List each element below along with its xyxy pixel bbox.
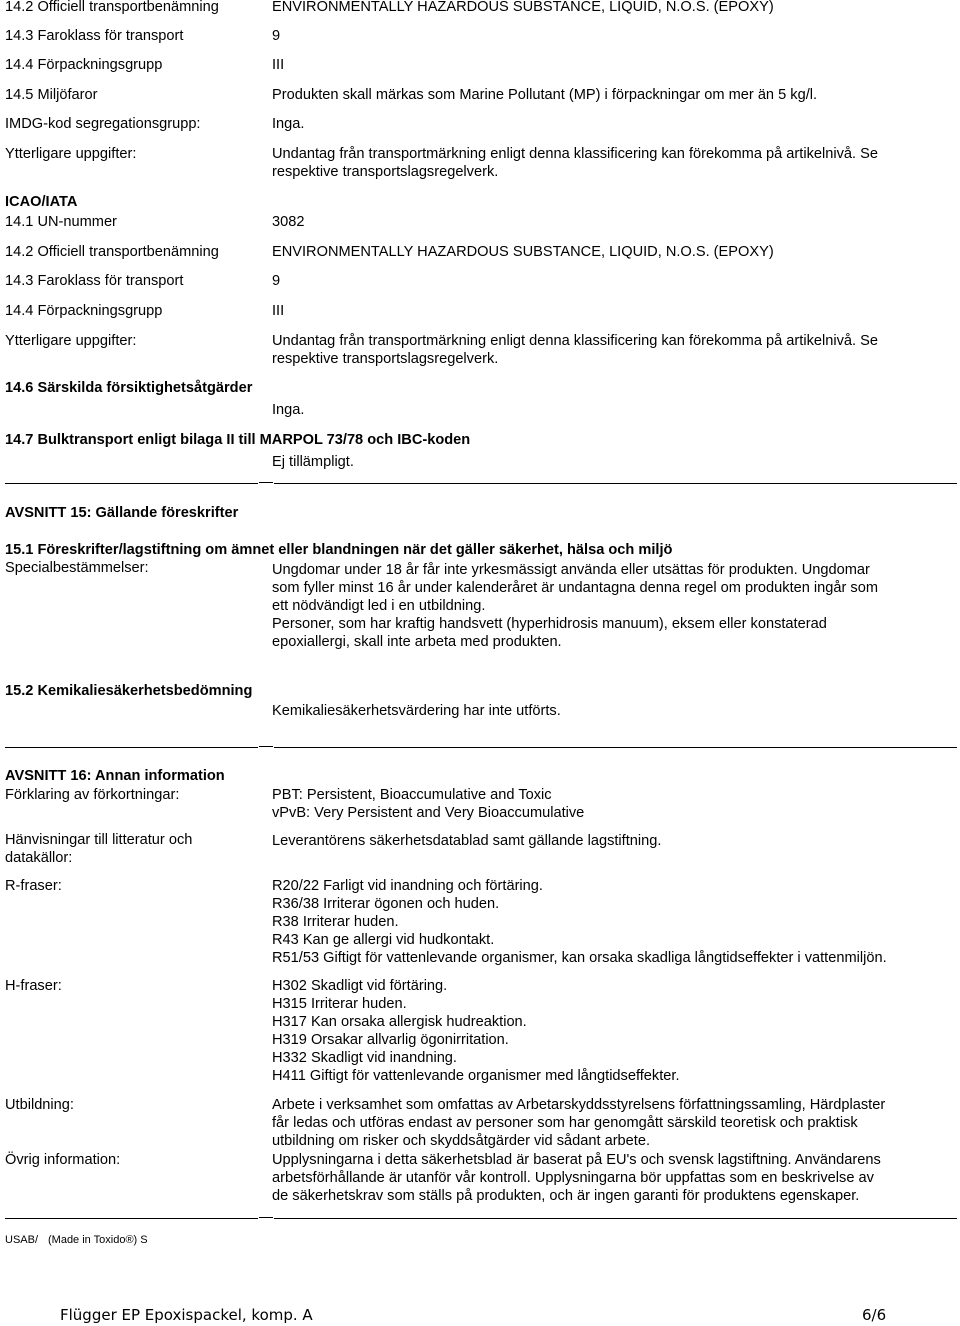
icao-additional-label: Ytterligare uppgifter:	[5, 333, 137, 349]
imdg-packing-label: 14.4 Förpackningsgrupp	[5, 57, 163, 73]
icao-un-label: 14.1 UN-nummer	[5, 214, 117, 230]
references-value: Leverantörens säkerhetsdatablad samt gällande lagstiftning.	[272, 833, 662, 849]
references-label: Hänvisningar till litteratur och	[5, 832, 193, 848]
h-phrase-line: H317 Kan orsaka allergisk hudreaktion.	[272, 1014, 527, 1030]
special-provisions-line: Ungdomar under 18 år får inte yrkesmässigt använda eller utsättas för produkten. Ungdomar	[272, 562, 870, 578]
h-phrase-line: H411 Giftigt för vattenlevande organismer med långtidseffekter.	[272, 1068, 680, 1084]
imdg-class-label: 14.3 Faroklass för transport	[5, 28, 184, 44]
icao-additional-line: Undantag från transportmärkning enligt denna klassificering kan förekomma på artikelnivå. Se	[272, 333, 878, 349]
special-provisions-line: Personer, som har kraftig handsvett (hyperhidrosis manuum), eksem eller konstaterad	[272, 616, 827, 632]
section16-heading: AVSNITT 16: Annan information	[5, 768, 225, 784]
training-line: får ledas och utföras endast av personer som har genomgått särskild teoretisk och praktisk	[272, 1115, 858, 1131]
h-phrase-line: H315 Irriterar huden.	[272, 996, 407, 1012]
s14-7-heading: 14.7 Bulktransport enligt bilaga II till MARPOL 73/78 och IBC-koden	[5, 432, 471, 448]
other-info-label: Övrig information:	[5, 1152, 121, 1168]
icao-class-value: 9	[272, 273, 281, 289]
special-provisions-line: som fyller minst 16 år under kalenderåret är undantagna denna regel om produkten ingår som	[272, 580, 878, 596]
r-phrase-line: R20/22 Farligt vid inandning och förtäring.	[272, 878, 543, 894]
special-provisions-line: epoxiallergi, skall inte arbeta med produkten.	[272, 634, 562, 650]
s15-2-heading: 15.2 Kemikaliesäkerhetsbedömning	[5, 683, 253, 699]
imdg-additional-label: Ytterligare uppgifter:	[5, 146, 137, 162]
special-provisions-label: Specialbestämmelser:	[5, 560, 149, 576]
abbreviation-line: PBT: Persistent, Bioaccumulative and Toxic	[272, 787, 552, 803]
imdg-segregation-value: Inga.	[272, 116, 305, 132]
icao-proper-name-label: 14.2 Officiell transportbenämning	[5, 244, 219, 260]
icao-un-value: 3082	[272, 214, 305, 230]
r-phrase-line: R38 Irriterar huden.	[272, 914, 399, 930]
icao-class-label: 14.3 Faroklass för transport	[5, 273, 184, 289]
r-phrase-line: R36/38 Irriterar ögonen och huden.	[272, 896, 500, 912]
source-note-b: (Made in Toxido®) S	[48, 1234, 148, 1246]
s14-6-value: Inga.	[272, 402, 305, 418]
section-divider	[5, 1218, 957, 1219]
icao-proper-name-value: ENVIRONMENTALLY HAZARDOUS SUBSTANCE, LIQUID, N.O.S. (EPOXY)	[272, 244, 774, 260]
abbreviations-label: Förklaring av förkortningar:	[5, 787, 180, 803]
imdg-segregation-label: IMDG-kod segregationsgrupp:	[5, 116, 201, 132]
s15-2-value: Kemikaliesäkerhetsvärdering har inte utförts.	[272, 703, 561, 719]
other-info-line: Upplysningarna i detta säkerhetsblad är baserat på EU's och svensk lagstiftning. Användarens	[272, 1152, 881, 1168]
icao-heading: ICAO/IATA	[5, 194, 78, 210]
icao-packing-label: 14.4 Förpackningsgrupp	[5, 303, 163, 319]
s14-6-heading: 14.6 Särskilda försiktighetsåtgärder	[5, 380, 253, 396]
section-divider	[5, 483, 957, 484]
footer-product-name: Flügger EP Epoxispackel, komp. A	[60, 1306, 313, 1324]
abbreviation-line: vPvB: Very Persistent and Very Bioaccumulative	[272, 805, 585, 821]
imdg-additional-line: respektive transportslagsregelverk.	[272, 164, 499, 180]
imdg-proper-name-label: 14.2 Officiell transportbenämning	[5, 0, 219, 15]
icao-packing-value: III	[272, 303, 285, 319]
footer-page-number: 6/6	[862, 1306, 887, 1324]
section-divider	[5, 747, 957, 748]
other-info-line: de säkerhetskrav som ställs på produkten, och är ingen garanti för produktens egenskaper.	[272, 1188, 860, 1204]
h-phrase-line: H319 Orsakar allvarlig ögonirritation.	[272, 1032, 509, 1048]
r-phrase-line: R51/53 Giftigt för vattenlevande organismer, kan orsaka skadliga långtidseffekter i vattenmiljön.	[272, 950, 887, 966]
source-note-a: USAB/	[5, 1234, 39, 1246]
r-phrases-label: R-fraser:	[5, 878, 62, 894]
s15-1-heading: 15.1 Föreskrifter/lagstiftning om ämnet eller blandningen när det gäller säkerhet, hälsa och miljö	[5, 542, 673, 558]
s14-7-value: Ej tillämpligt.	[272, 454, 354, 470]
imdg-packing-value: III	[272, 57, 285, 73]
imdg-proper-name-value: ENVIRONMENTALLY HAZARDOUS SUBSTANCE, LIQUID, N.O.S. (EPOXY)	[272, 0, 774, 15]
icao-additional-line: respektive transportslagsregelverk.	[272, 351, 499, 367]
imdg-class-value: 9	[272, 28, 281, 44]
r-phrase-line: R43 Kan ge allergi vid hudkontakt.	[272, 932, 495, 948]
training-line: utbildning om risker och skyddsåtgärder vid sådant arbete.	[272, 1133, 651, 1149]
h-phrases-label: H-fraser:	[5, 978, 62, 994]
references-label: datakällor:	[5, 850, 73, 866]
imdg-env-label: 14.5 Miljöfaror	[5, 87, 98, 103]
training-line: Arbete i verksamhet som omfattas av Arbetarskyddsstyrelsens författningssamling, Härdplaster	[272, 1097, 886, 1113]
other-info-line: arbetsförhållande är utanför vår kontroll. Upplysningarna bör uppfattas som en beskrivelse av	[272, 1170, 874, 1186]
h-phrase-line: H332 Skadligt vid inandning.	[272, 1050, 457, 1066]
imdg-env-value: Produkten skall märkas som Marine Pollutant (MP) i förpackningar om mer än 5 kg/l.	[272, 87, 818, 103]
special-provisions-line: ett nödvändigt led i en utbildning.	[272, 598, 486, 614]
h-phrase-line: H302 Skadligt vid förtäring.	[272, 978, 448, 994]
imdg-additional-line: Undantag från transportmärkning enligt denna klassificering kan förekomma på artikelnivå. Se	[272, 146, 878, 162]
section15-heading: AVSNITT 15: Gällande föreskrifter	[5, 505, 239, 521]
training-label: Utbildning:	[5, 1097, 74, 1113]
